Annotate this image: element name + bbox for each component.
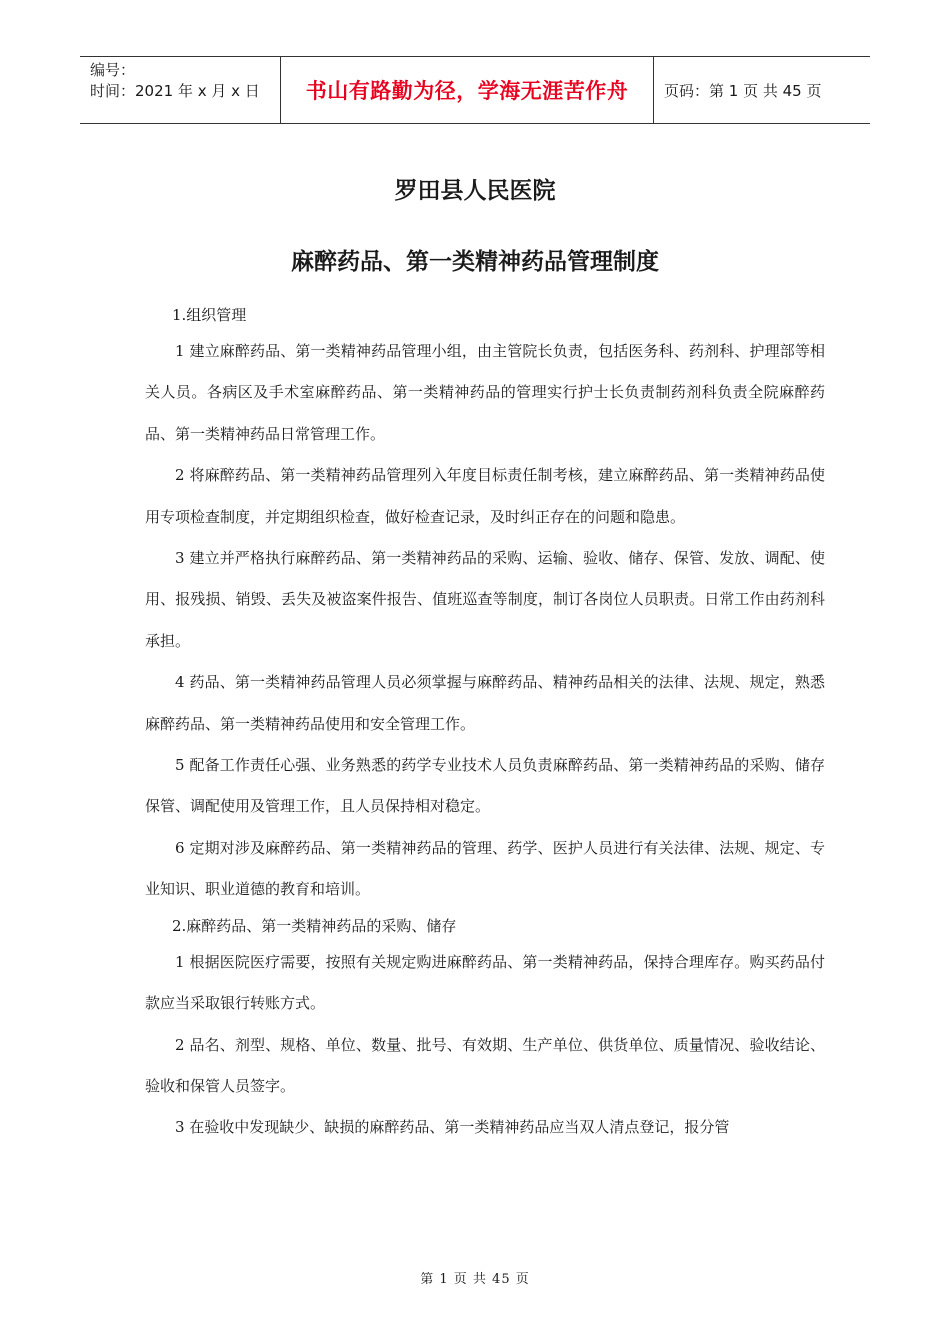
header-motto xyxy=(280,57,654,123)
paragraph: 6 定期对涉及麻醉药品、第一类精神药品的管理、药学、医护人员进行有关法律、法规、规定、专业知识、职业道德的教育和培训。 xyxy=(145,838,825,899)
page-info-text: 页码：第 1 页 共 45 页 xyxy=(664,81,822,100)
motto-text: 书山有路勤为径，学海无涯苦作舟 xyxy=(305,79,629,103)
paragraph: 1 根据医院医疗需要，按照有关规定购进麻醉药品、第一类精神药品，保持合理库存。购买药品付款应当采取银行转账方式。 xyxy=(145,952,825,1013)
paragraph: 2 将麻醉药品、第一类精神药品管理列入年度目标责任制考核，建立麻醉药品、第一类精神药品使用专项检查制度，并定期组织检查，做好检查记录，及时纠正存在的问题和隐患。 xyxy=(145,466,825,526)
document-header xyxy=(80,56,870,124)
page-footer: 第 1 页 共 45 页 xyxy=(420,1272,530,1287)
header-page-info xyxy=(654,57,870,123)
paragraph: 2 品名、剂型、规格、单位、数量、批号、有效期、生产单位、供货单位、质量情况、验收结论、验收和保管人员签字。 xyxy=(145,1035,825,1095)
number-label: 编号： xyxy=(90,61,136,79)
header-meta xyxy=(80,57,280,123)
paragraph: 3 在验收中发现缺少、缺损的麻醉药品、第一类精神药品应当双人清点登记，报分管 xyxy=(175,1118,730,1137)
document-title: 麻醉药品、第一类精神药品管理制度 xyxy=(291,249,659,275)
paragraph: 3 建立并严格执行麻醉药品、第一类精神药品的采购、运输、验收、储存、保管、发放、调配、使用、报残损、销毁、丢失及被盗案件报告、值班巡查等制度，制订各岗位人员职责。日常工作由药剂科承担。 xyxy=(145,549,825,650)
time-label: 时间：2021 年 x 月 x 日 xyxy=(90,82,260,100)
paragraph: 5 配备工作责任心强、业务熟悉的药学专业技术人员负责麻醉药品、第一类精神药品的采购、储存保管、调配使用及管理工作，且人员保持相对稳定。 xyxy=(145,756,825,816)
hospital-name: 罗田县人民医院 xyxy=(394,178,556,204)
paragraph: 1 建立麻醉药品、第一类精神药品管理小组，由主管院长负责，包括医务科、药剂科、护理部等相关人员。各病区及手术室麻醉药品、第一类精神药品的管理实行护士长负责制药剂科负责全院麻醉药品、第一类精神药品日常管理工作。 xyxy=(145,342,825,443)
document-body xyxy=(145,300,825,1149)
section-heading: 2.麻醉药品、第一类精神药品的采购、储存 xyxy=(172,916,457,935)
section-heading: 1.组织管理 xyxy=(172,306,247,324)
paragraph: 4 药品、第一类精神药品管理人员必须掌握与麻醉药品、精神药品相关的法律、法规、规定，熟悉麻醉药品、第一类精神药品使用和安全管理工作。 xyxy=(145,673,825,733)
